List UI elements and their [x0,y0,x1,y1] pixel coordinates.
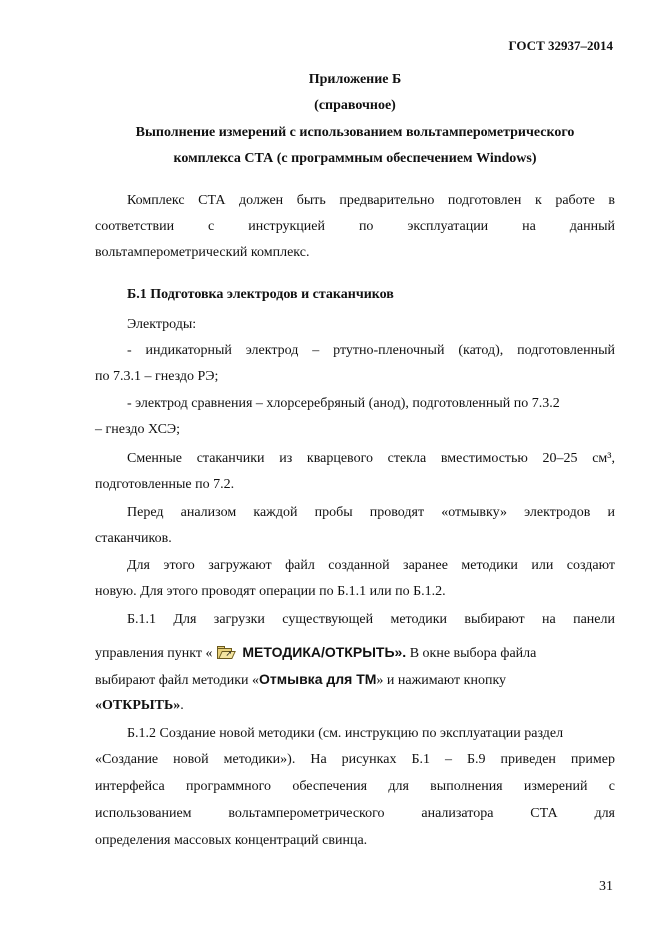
load-line2: новую. Для этого проводят операции по Б.1.1 или по Б.1.2. [95,584,446,599]
b11-line2 [95,639,615,667]
cups-line1: Сменные стаканчики из кварцевого стекла вместимостью 20–25 см³, [127,451,615,466]
intro-line2: соответствии с инструкцией по эксплуатации на данный [95,219,615,234]
b12-line4: использованием вольтамперометрического анализатора СТА для [95,806,615,821]
intro-line1: Комплекс СТА должен быть предварительно подготовлен к работе в [127,193,615,208]
appendix-heading-line2: комплекса СТА (с программным обеспечением Windows) [173,151,537,166]
electrode-item1-line2: по 7.3.1 – гнездо РЭ; [95,369,219,384]
page-number: 31 [599,879,613,894]
section-b1-heading: Б.1 Подготовка электродов и стаканчиков [127,287,394,302]
b11-file-name: Отмывка для ТМ [259,671,377,687]
b11-line2-pre: управления пункт « [95,646,213,661]
electrodes-label: Электроды: [127,317,197,332]
b11-line1: Б.1.1 Для загрузки существующей методики выбирают на панели [127,612,615,627]
b12-line1: Б.1.2 Создание новой методики (см. инструкцию по эксплуатации раздел [127,726,564,741]
b11-line3-pre: выбирают файл методики « [95,673,260,688]
electrode-item2-line2: – гнездо ХСЭ; [95,422,181,437]
b11-open-button-name: «ОТКРЫТЬ» [95,698,181,713]
b11-line4 [95,693,615,719]
electrode-item1-line1: - индикаторный электрод – ртутно-пленочный (катод), подготовленный [127,343,615,358]
b12-line5: определения массовых концентраций свинца. [95,833,368,848]
b11-line3 [95,666,615,694]
b11-menu-item: МЕТОДИКА/ОТКРЫТЬ». [238,644,407,660]
appendix-heading-line1: Выполнение измерений с использованием вольтамперометрического [135,125,575,140]
wash-line2: стаканчиков. [95,531,172,546]
load-line1: Для этого загружают файл созданной заранее методики или создают [127,558,615,573]
appendix-subtitle: (справочное) [314,98,396,113]
document-code: ГОСТ 32937–2014 [508,38,613,53]
wash-line1: Перед анализом каждой пробы проводят «отмывку» электродов и [127,505,615,520]
cups-line2: подготовленные по 7.2. [95,477,235,492]
electrode-item2-line1: - электрод сравнения – хлорсеребряный (анод), подготовленный по 7.3.2 [127,396,560,411]
b12-line2: «Создание новой методики»). На рисунках Б.1 – Б.9 приведен пример [95,752,615,767]
b12-line3: интерфейса программного обеспечения для выполнения измерений с [95,779,615,794]
b11-line4-post: . [180,698,184,713]
b11-line3-post: » и нажимают кнопку [376,673,507,688]
intro-line3: вольтамперометрический комплекс. [95,245,310,260]
b11-line2-post: В окне выбора файла [406,646,537,661]
folder-open-icon: ➚ [216,643,234,659]
appendix-title: Приложение Б [308,72,402,87]
